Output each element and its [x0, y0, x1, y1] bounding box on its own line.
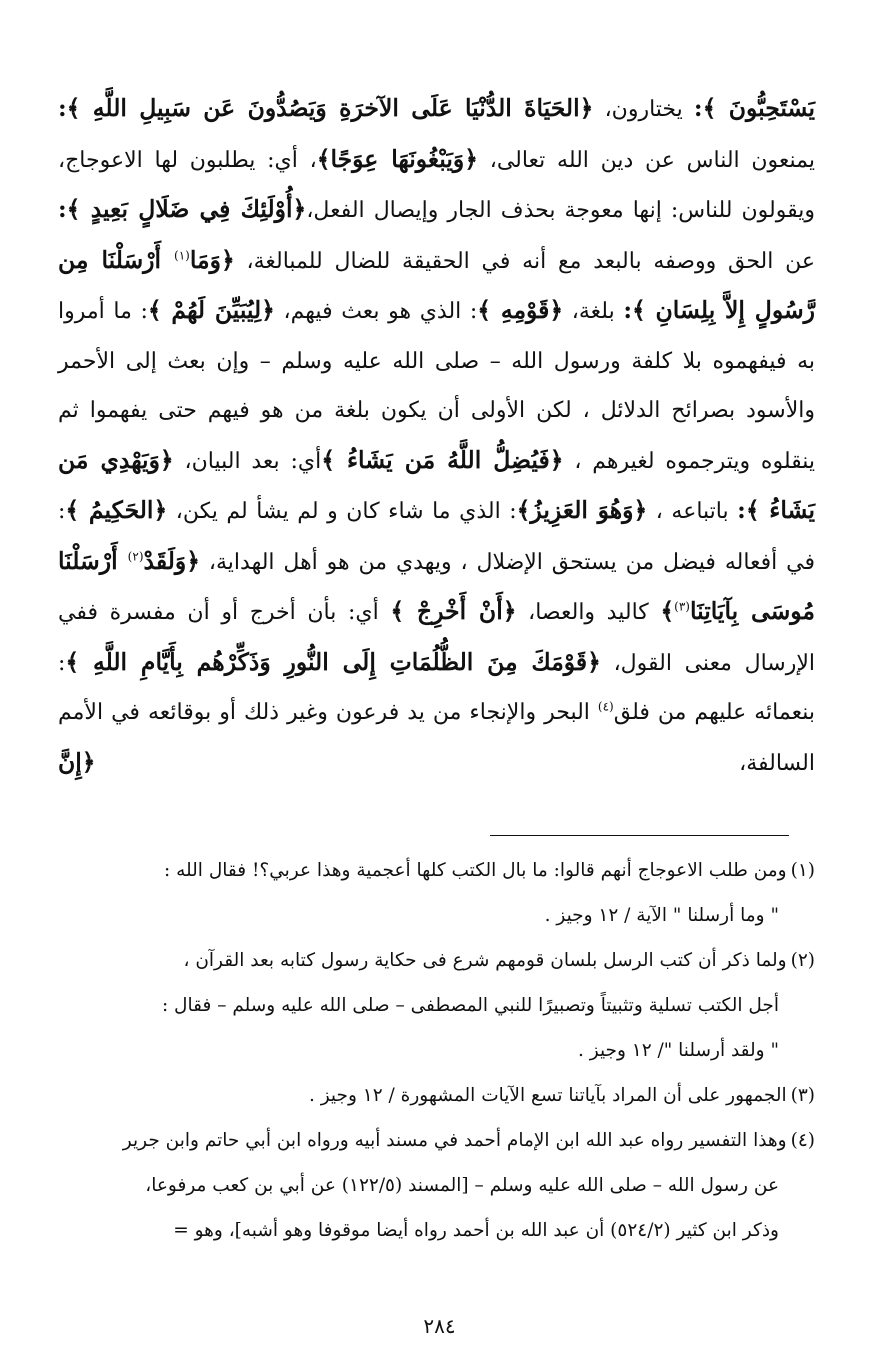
quran-quote: ﴿أَنْ أَخْرِجْ ﴾: [390, 597, 517, 625]
quran-quote: ﴾: [660, 597, 675, 625]
footnote-line: [58, 1163, 815, 1208]
footnote-separator: [490, 835, 789, 836]
quran-quote: ﴿وَمَا: [189, 245, 235, 274]
quran-quote: ﴿وَيَهْدِي مَن يَشَاءُ ﴾:: [58, 445, 816, 524]
footnote-line: [58, 1208, 815, 1253]
footnote-line: [58, 983, 815, 1028]
quran-quote: ﴿إِنَّ: [58, 747, 96, 776]
quran-quote: يَسْتَحِبُّونَ ﴾:: [693, 94, 815, 122]
quran-quote: ﴿وَلَقَدْ: [143, 546, 201, 575]
quran-quote: ﴿قَوْمِهِ ﴾: [477, 296, 564, 324]
commentary-text: يختارون،: [593, 97, 694, 122]
quran-quote: أَرْسَلْنَا مُوسَى بِآيَاتِنَا: [58, 546, 815, 625]
footnote-marker: (٣): [674, 599, 690, 614]
quran-quote: ﴿فَيُضِلُّ اللَّهُ مَن يَشَاءُ ﴾: [321, 445, 564, 474]
footnote-line: [58, 1028, 815, 1073]
main-paragraph: [58, 84, 815, 788]
footnote-line: [58, 848, 815, 893]
commentary-text: باتباعه ،: [647, 499, 738, 524]
footnote-line: [58, 938, 815, 983]
commentary-text: بلغة،: [563, 299, 624, 324]
footnotes: [58, 848, 815, 1253]
quran-quote: ﴿أُوْلَئِكَ فِي ضَلَالٍ بَعِيدٍ ﴾:: [58, 195, 307, 223]
commentary-text: أي: بعد البيان،: [173, 448, 322, 474]
footnote-text: وهذا التفسير رواه عبد الله ابن الإمام أحمد في مسند أبيه ورواه ابن أبي حاتم وابن جرير: [122, 1130, 787, 1151]
footnote-number: (٣): [790, 1085, 815, 1106]
footnote-text: الجمهور على أن المراد بآياتنا تسع الآيات المشهورة / ١٢ وجيز .: [308, 1085, 787, 1106]
footnote-number: (٤): [790, 1130, 815, 1151]
footnote-text: " ولقد أرسلنا "/ ١٢ وجيز .: [577, 1040, 779, 1061]
quran-quote: ﴿لِيُبَيِّنَ لَهُمْ ﴾: [147, 296, 275, 324]
quran-quote: ﴿الحَيَاةَ الدُّنْيَا عَلَى الآخرَةِ وَيَصُدُّونَ عَن سَبِيلِ اللَّهِ ﴾:: [58, 94, 594, 122]
footnote-text: ومن طلب الاعوجاج أنهم قالوا: ما بال الكتب كلها أعجمية وهذا عربي؟! فقال الله :: [164, 860, 787, 881]
quran-quote: أَرْسَلْنَا مِن رَّسُولٍ إِلاَّ بِلِسَانِ ﴾:: [58, 245, 816, 324]
footnote-number: (١): [790, 860, 815, 881]
footnote-marker: (١): [174, 248, 190, 263]
quran-quote: ﴿وَيَبْغُونَهَا عِوَجًا﴾: [316, 144, 478, 173]
commentary-text: يمنعون الناس عن دين الله تعالى،: [477, 147, 816, 173]
main-text: [58, 84, 815, 788]
quran-quote: ﴿قَوْمَكَ مِنَ الظُّلُمَاتِ إِلَى النُّورِ وَذَكِّرْهُم بِأَيَّامِ اللَّهِ ﴾: [65, 647, 601, 676]
commentary-text: : بنعمائه عليهم من فلق: [58, 650, 815, 725]
quran-quote: ﴿الحَكِيمُ ﴾: [65, 496, 168, 524]
page-number: ٢٨٤: [423, 1314, 456, 1338]
footnote-line: [58, 1118, 815, 1163]
footnote-number: (٢): [790, 950, 815, 971]
footnote-line: [58, 893, 815, 938]
footnote-line: [58, 1073, 815, 1118]
commentary-text: : في أفعاله فيضل من يستحق الإضلال ، ويهدي من هو أهل الهداية،: [58, 499, 815, 575]
commentary-text: عن الحق ووصفه بالبعد مع أنه في الحقيقة للضال للمبالغة،: [234, 248, 815, 274]
commentary-text: : الذي هو بعث فيهم،: [274, 299, 478, 324]
footnote-text: أجل الكتب تسلية وتثبيتاً وتصبيرًا للنبي المصطفى – صلى الله عليه وسلم – فقال :: [161, 995, 779, 1016]
commentary-text: أي: بأن أخرج أو أن مفسرة ففي الإرسال معنى القول،: [58, 600, 815, 676]
commentary-text: : الذي ما شاء كان و لم يشأ لم يكن،: [167, 499, 517, 524]
commentary-text: ، أي: يطلبون لها الاعوجاج، ويقولون للناس: إنها معوجة بحذف الجار وإيصال الفعل،: [58, 147, 815, 223]
quran-quote: ﴿وَهُوَ العَزِيزُ﴾: [516, 496, 648, 524]
commentary-text: كاليد والعصا،: [516, 600, 661, 625]
footnote-marker: (٤): [597, 699, 614, 714]
commentary-text: البحر والإنجاء من يد فرعون وغير ذلك أو بوقائعه في الأمم السالفة،: [58, 700, 815, 776]
footnote-text: عن رسول الله – صلى الله عليه وسلم – [المسند (١٢٢/٥) عن أبي بن كعب مرفوعا،: [145, 1175, 779, 1196]
commentary-text: : ما أمروا به فيفهموه بلا كلفة ورسول الله – صلى الله عليه وسلم – وإن بعث إلى الأحمر والأسود بصرائح الدلائل ، لكن الأولى أن يكون بلغة من هو فيهم حتى يفهموا ثم ينقلوه ويترجموه لغيرهم ،: [58, 299, 815, 474]
footnote-text: " وما أرسلنا " الآية / ١٢ وجيز .: [544, 905, 779, 926]
footnote-text: وذكر ابن كثير (٥٢٤/٢) أن عبد الله بن أحمد رواه أيضا موقوفا وهو أشبه]، وهو =: [173, 1220, 779, 1241]
footnote-text: ولما ذكر أن كتب الرسل بلسان قومهم شرع فى حكاية رسول كتابه بعد القرآن ،: [183, 950, 787, 971]
footnote-marker: (٢): [127, 549, 144, 564]
